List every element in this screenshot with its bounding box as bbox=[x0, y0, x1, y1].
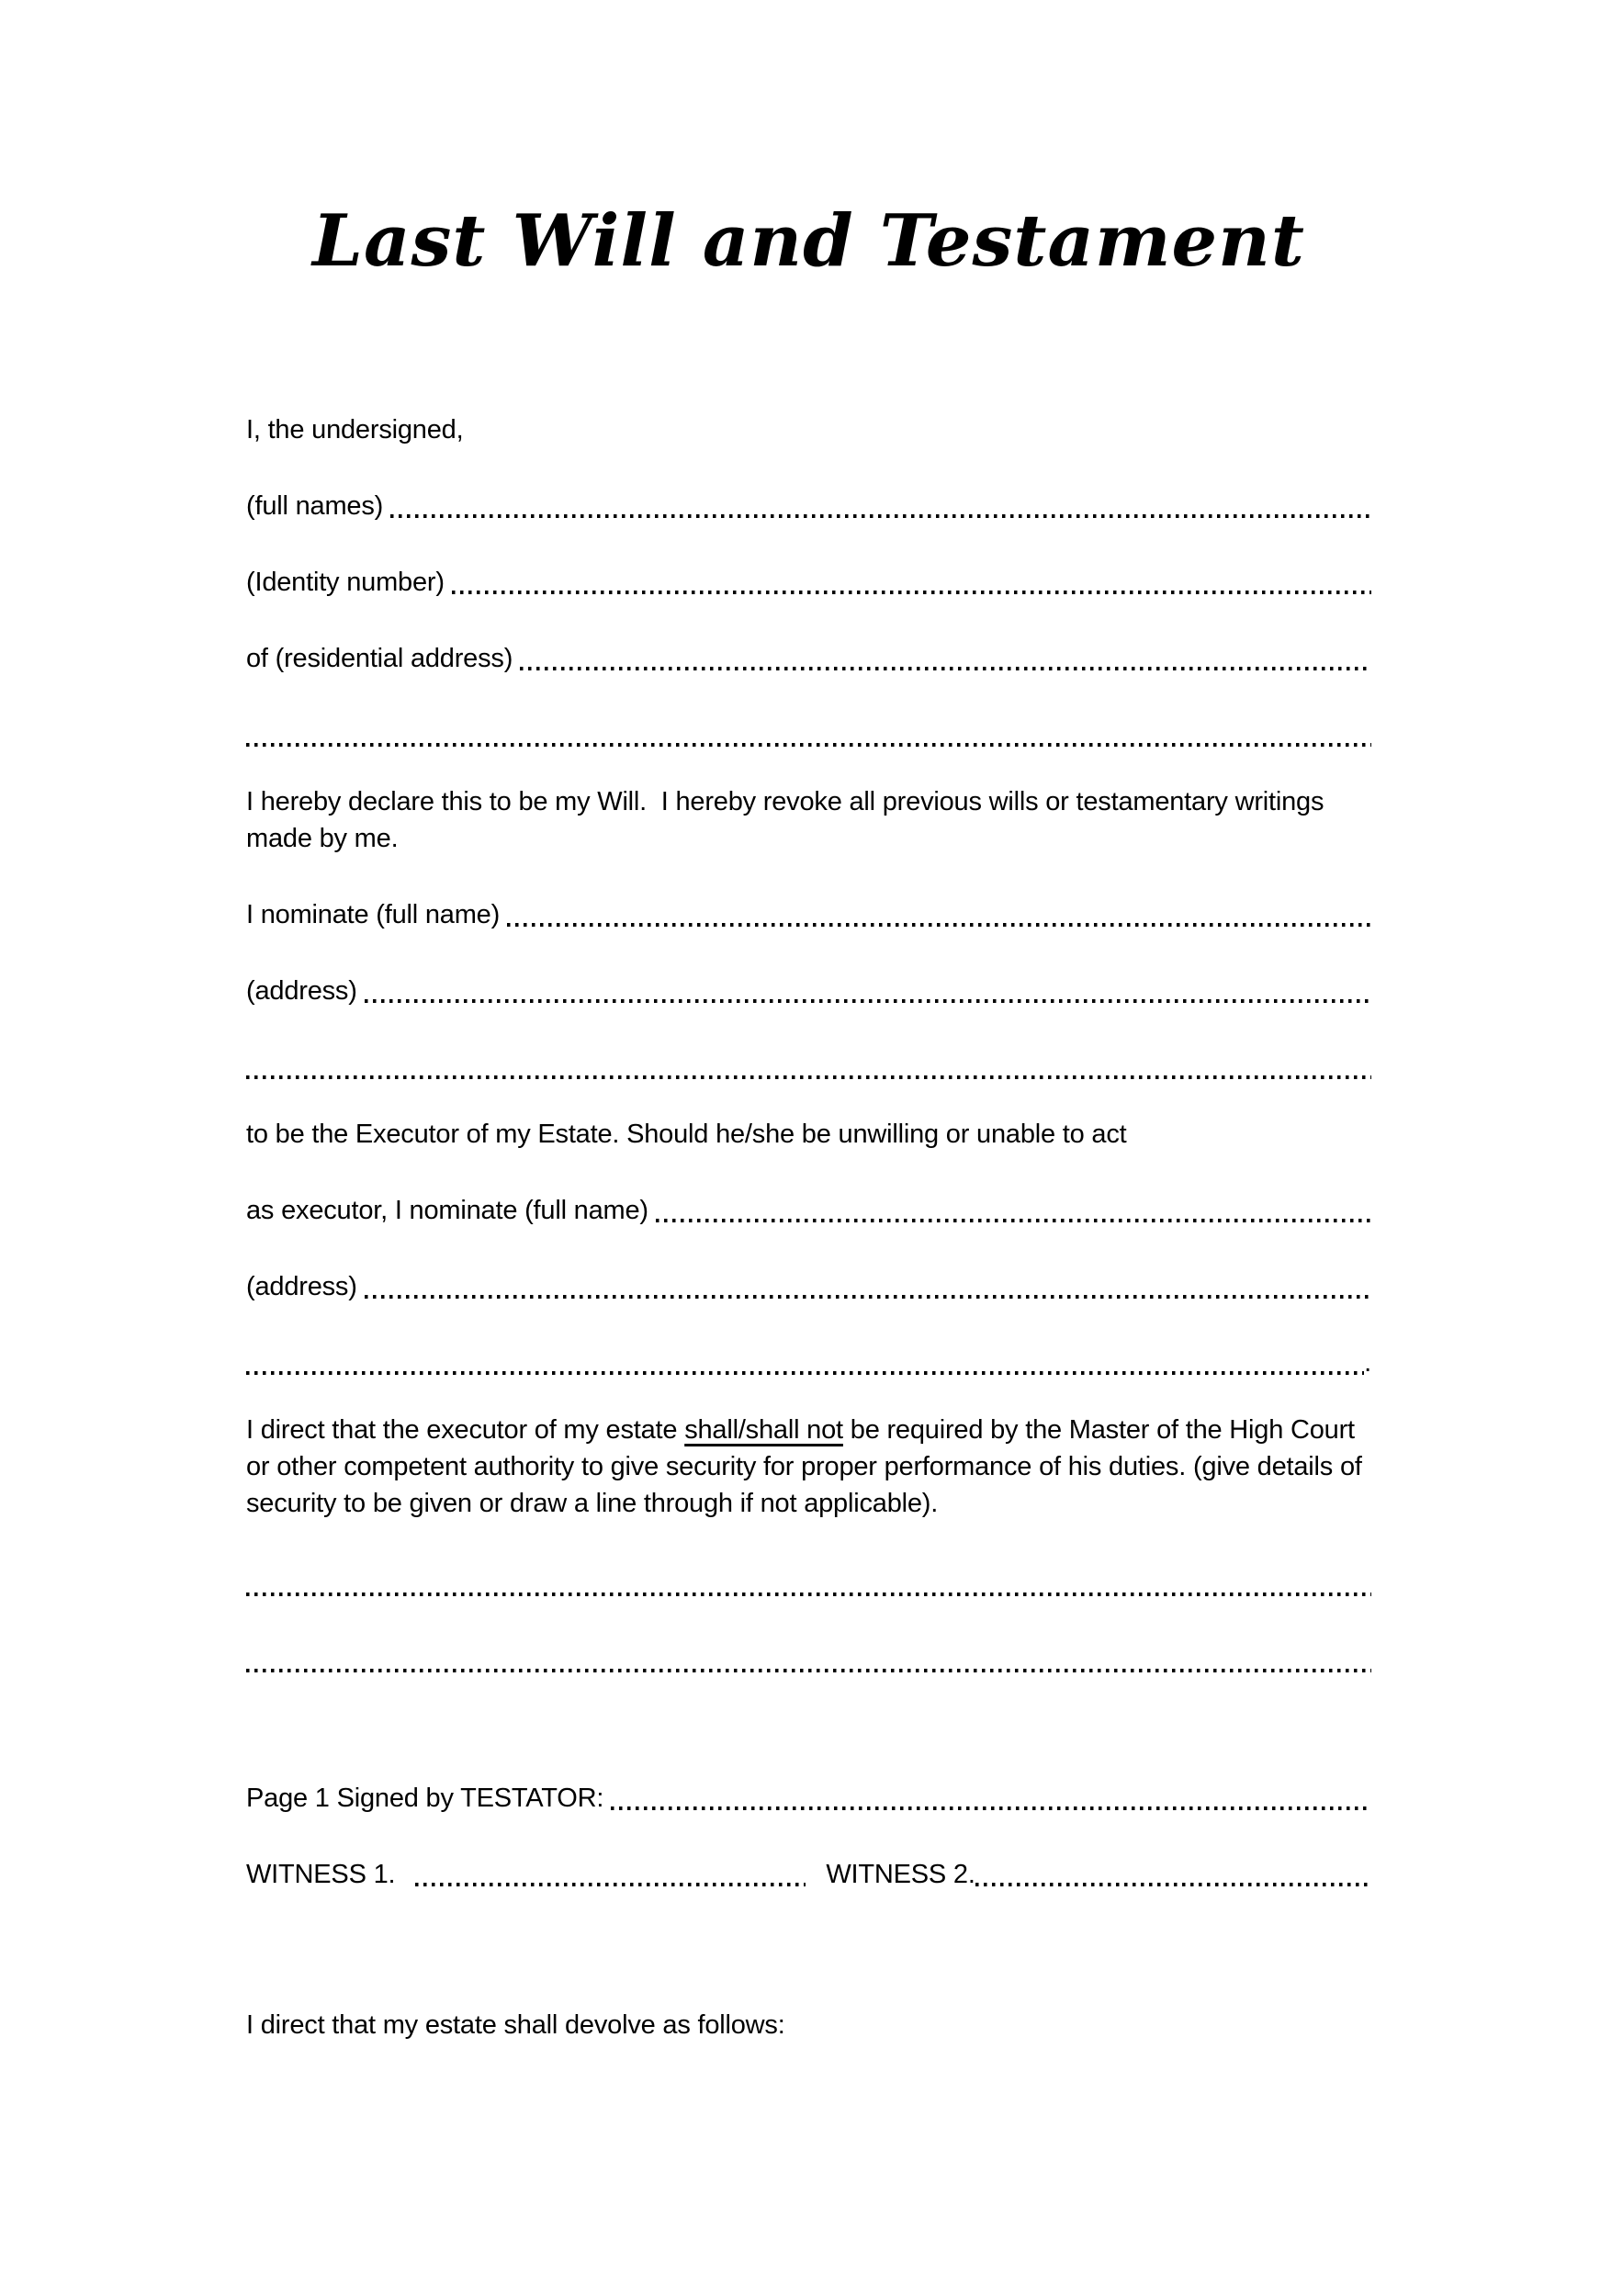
fill-in-line bbox=[246, 640, 1371, 677]
document-title: Last Will and Testament bbox=[312, 199, 1305, 283]
fill-in-line bbox=[246, 564, 1371, 601]
fill-label: (address) bbox=[246, 1272, 365, 1301]
blank-dotted-line bbox=[246, 1345, 1371, 1381]
witness-signature-line bbox=[246, 1856, 1371, 1893]
witness-2-label: WITNESS 2. bbox=[826, 1860, 975, 1889]
document-lines bbox=[246, 411, 1371, 2043]
dotted-blank bbox=[246, 1075, 1371, 1079]
blank-dotted-line bbox=[246, 1642, 1371, 1679]
dotted-blank bbox=[246, 1371, 1364, 1375]
dotted-blank bbox=[246, 1669, 1371, 1672]
dotted-blank bbox=[390, 514, 1371, 518]
dotted-blank bbox=[507, 923, 1371, 927]
line-end-period: . bbox=[1364, 1348, 1371, 1378]
dotted-blank bbox=[656, 1219, 1371, 1222]
witness-1-dotted-blank bbox=[415, 1883, 806, 1886]
dotted-blank bbox=[611, 1806, 1371, 1810]
dotted-blank bbox=[520, 667, 1371, 670]
blank-dotted-line bbox=[246, 716, 1371, 753]
text-line: I direct that my estate shall devolve as follows: bbox=[246, 2010, 785, 2040]
fill-in-line bbox=[246, 488, 1371, 524]
underlined-phrase: shall/shall not bbox=[684, 1415, 843, 1445]
paragraph: I hereby declare this to be my Will. I hereby revoke all previous wills or testamentary writings made by me. bbox=[246, 787, 1332, 853]
fill-label: as executor, I nominate (full name) bbox=[246, 1196, 656, 1225]
fill-in-line bbox=[246, 1780, 1371, 1817]
witness-2-dotted-blank bbox=[975, 1883, 1371, 1886]
fill-in-line bbox=[246, 1192, 1371, 1229]
fill-label: (Identity number) bbox=[246, 568, 452, 597]
witness-1-label: WITNESS 1. bbox=[246, 1860, 396, 1889]
paragraph-segment: I direct that the executor of my estate bbox=[246, 1415, 685, 1445]
text-line: I, the undersigned, bbox=[246, 415, 464, 445]
dotted-blank bbox=[246, 1593, 1371, 1596]
fill-label: (address) bbox=[246, 976, 365, 1006]
blank-dotted-line bbox=[246, 1566, 1371, 1603]
paragraph bbox=[246, 1412, 1369, 1522]
text-line: to be the Executor of my Estate. Should he/she be unwilling or unable to act bbox=[246, 1120, 1127, 1149]
fill-in-line bbox=[246, 1268, 1371, 1305]
document-body bbox=[246, 0, 1371, 2083]
fill-in-line bbox=[246, 896, 1371, 933]
fill-label: of (residential address) bbox=[246, 644, 521, 673]
dotted-blank bbox=[365, 999, 1371, 1003]
fill-label: I nominate (full name) bbox=[246, 900, 507, 929]
dotted-blank bbox=[365, 1295, 1371, 1299]
fill-in-line bbox=[246, 973, 1371, 1009]
dotted-blank bbox=[452, 591, 1371, 594]
dotted-blank bbox=[246, 743, 1371, 747]
fill-label: Page 1 Signed by TESTATOR: bbox=[246, 1784, 612, 1813]
fill-label: (full names) bbox=[246, 491, 390, 521]
paragraph-segment: be required by the Master of the High Court or other competent authority to give security for proper performance of his duties. (give details of security to be given or draw a line through if not applicable). bbox=[246, 1415, 1369, 1518]
blank-dotted-line bbox=[246, 1049, 1371, 1086]
